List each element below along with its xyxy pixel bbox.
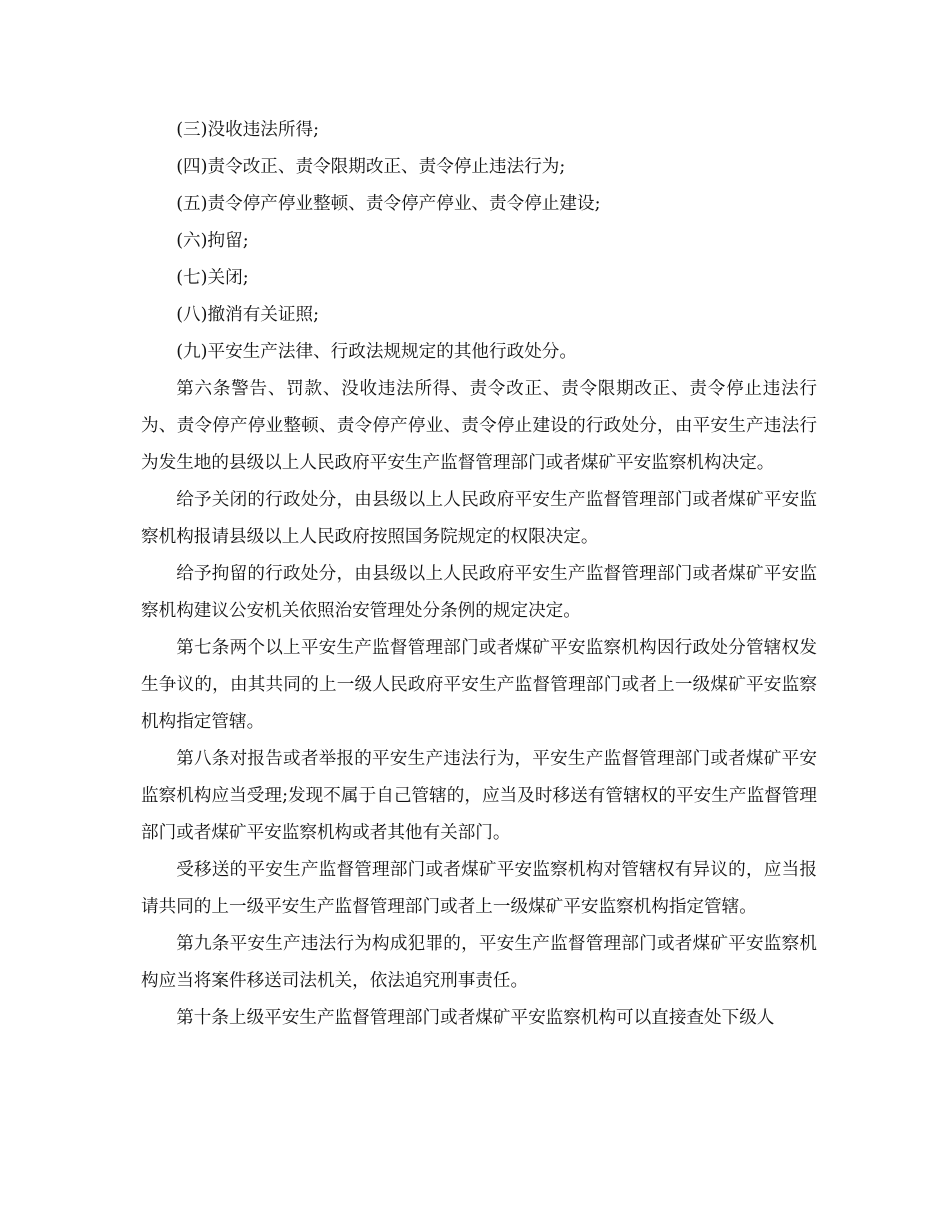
clause-item-4: (四)责令改正、责令限期改正、责令停止违法行为; [176, 157, 566, 177]
article-6-closure: 给予关闭的行政处分，由县级以上人民政府平安生产监督管理部门或者煤矿平安监察机构报请县级以上人民政府按照国务院规定的权限决定。 [141, 490, 817, 547]
clause-item-5: (五)责令停产停业整顿、责令停产停业、责令停止建设; [176, 194, 601, 214]
article-6-detention: 给予拘留的行政处分，由县级以上人民政府平安生产监督管理部门或者煤矿平安监察机构建议公安机关依照治安管理处分条例的规定决定。 [141, 564, 817, 621]
article-9: 第九条平安生产违法行为构成犯罪的，平安生产监督管理部门或者煤矿平安监察机构应当将案件移送司法机关，依法追究刑事责任。 [141, 934, 817, 991]
article-8-transfer: 受移送的平安生产监督管理部门或者煤矿平安监察机构对管辖权有异议的，应当报请共同的上一级平安生产监督管理部门或者上一级煤矿平安监察机构指定管辖。 [141, 860, 817, 917]
article-7: 第七条两个以上平安生产监督管理部门或者煤矿平安监察机构因行政处分管辖权发生争议的，由其共同的上一级人民政府平安生产监督管理部门或者上一级煤矿平安监察机构指定管辖。 [141, 638, 817, 732]
clause-item-6: (六)拘留; [176, 231, 249, 251]
clause-item-8: (八)撤消有关证照; [176, 305, 320, 325]
clause-item-7: (七)关闭; [176, 268, 249, 288]
clause-item-3: (三)没收违法所得; [176, 120, 320, 140]
article-10: 第十条上级平安生产监督管理部门或者煤矿平安监察机构可以直接查处下级人 [176, 1008, 775, 1028]
clause-item-9: (九)平安生产法律、行政法规规定的其他行政处分。 [176, 342, 577, 362]
article-8: 第八条对报告或者举报的平安生产违法行为，平安生产监督管理部门或者煤矿平安监察机构应当受理;发现不属于自己管辖的，应当及时移送有管辖权的平安生产监督管理部门或者煤矿平安监察机构或者其他有关部门。 [141, 749, 817, 843]
article-6: 第六条警告、罚款、没收违法所得、责令改正、责令限期改正、责令停止违法行为、责令停产停业整顿、责令停产停业、责令停止建设的行政处分，由平安生产违法行为发生地的县级以上人民政府平安生产监督管理部门或者煤矿平安监察机构决定。 [141, 379, 817, 473]
document-page [141, 112, 817, 1037]
